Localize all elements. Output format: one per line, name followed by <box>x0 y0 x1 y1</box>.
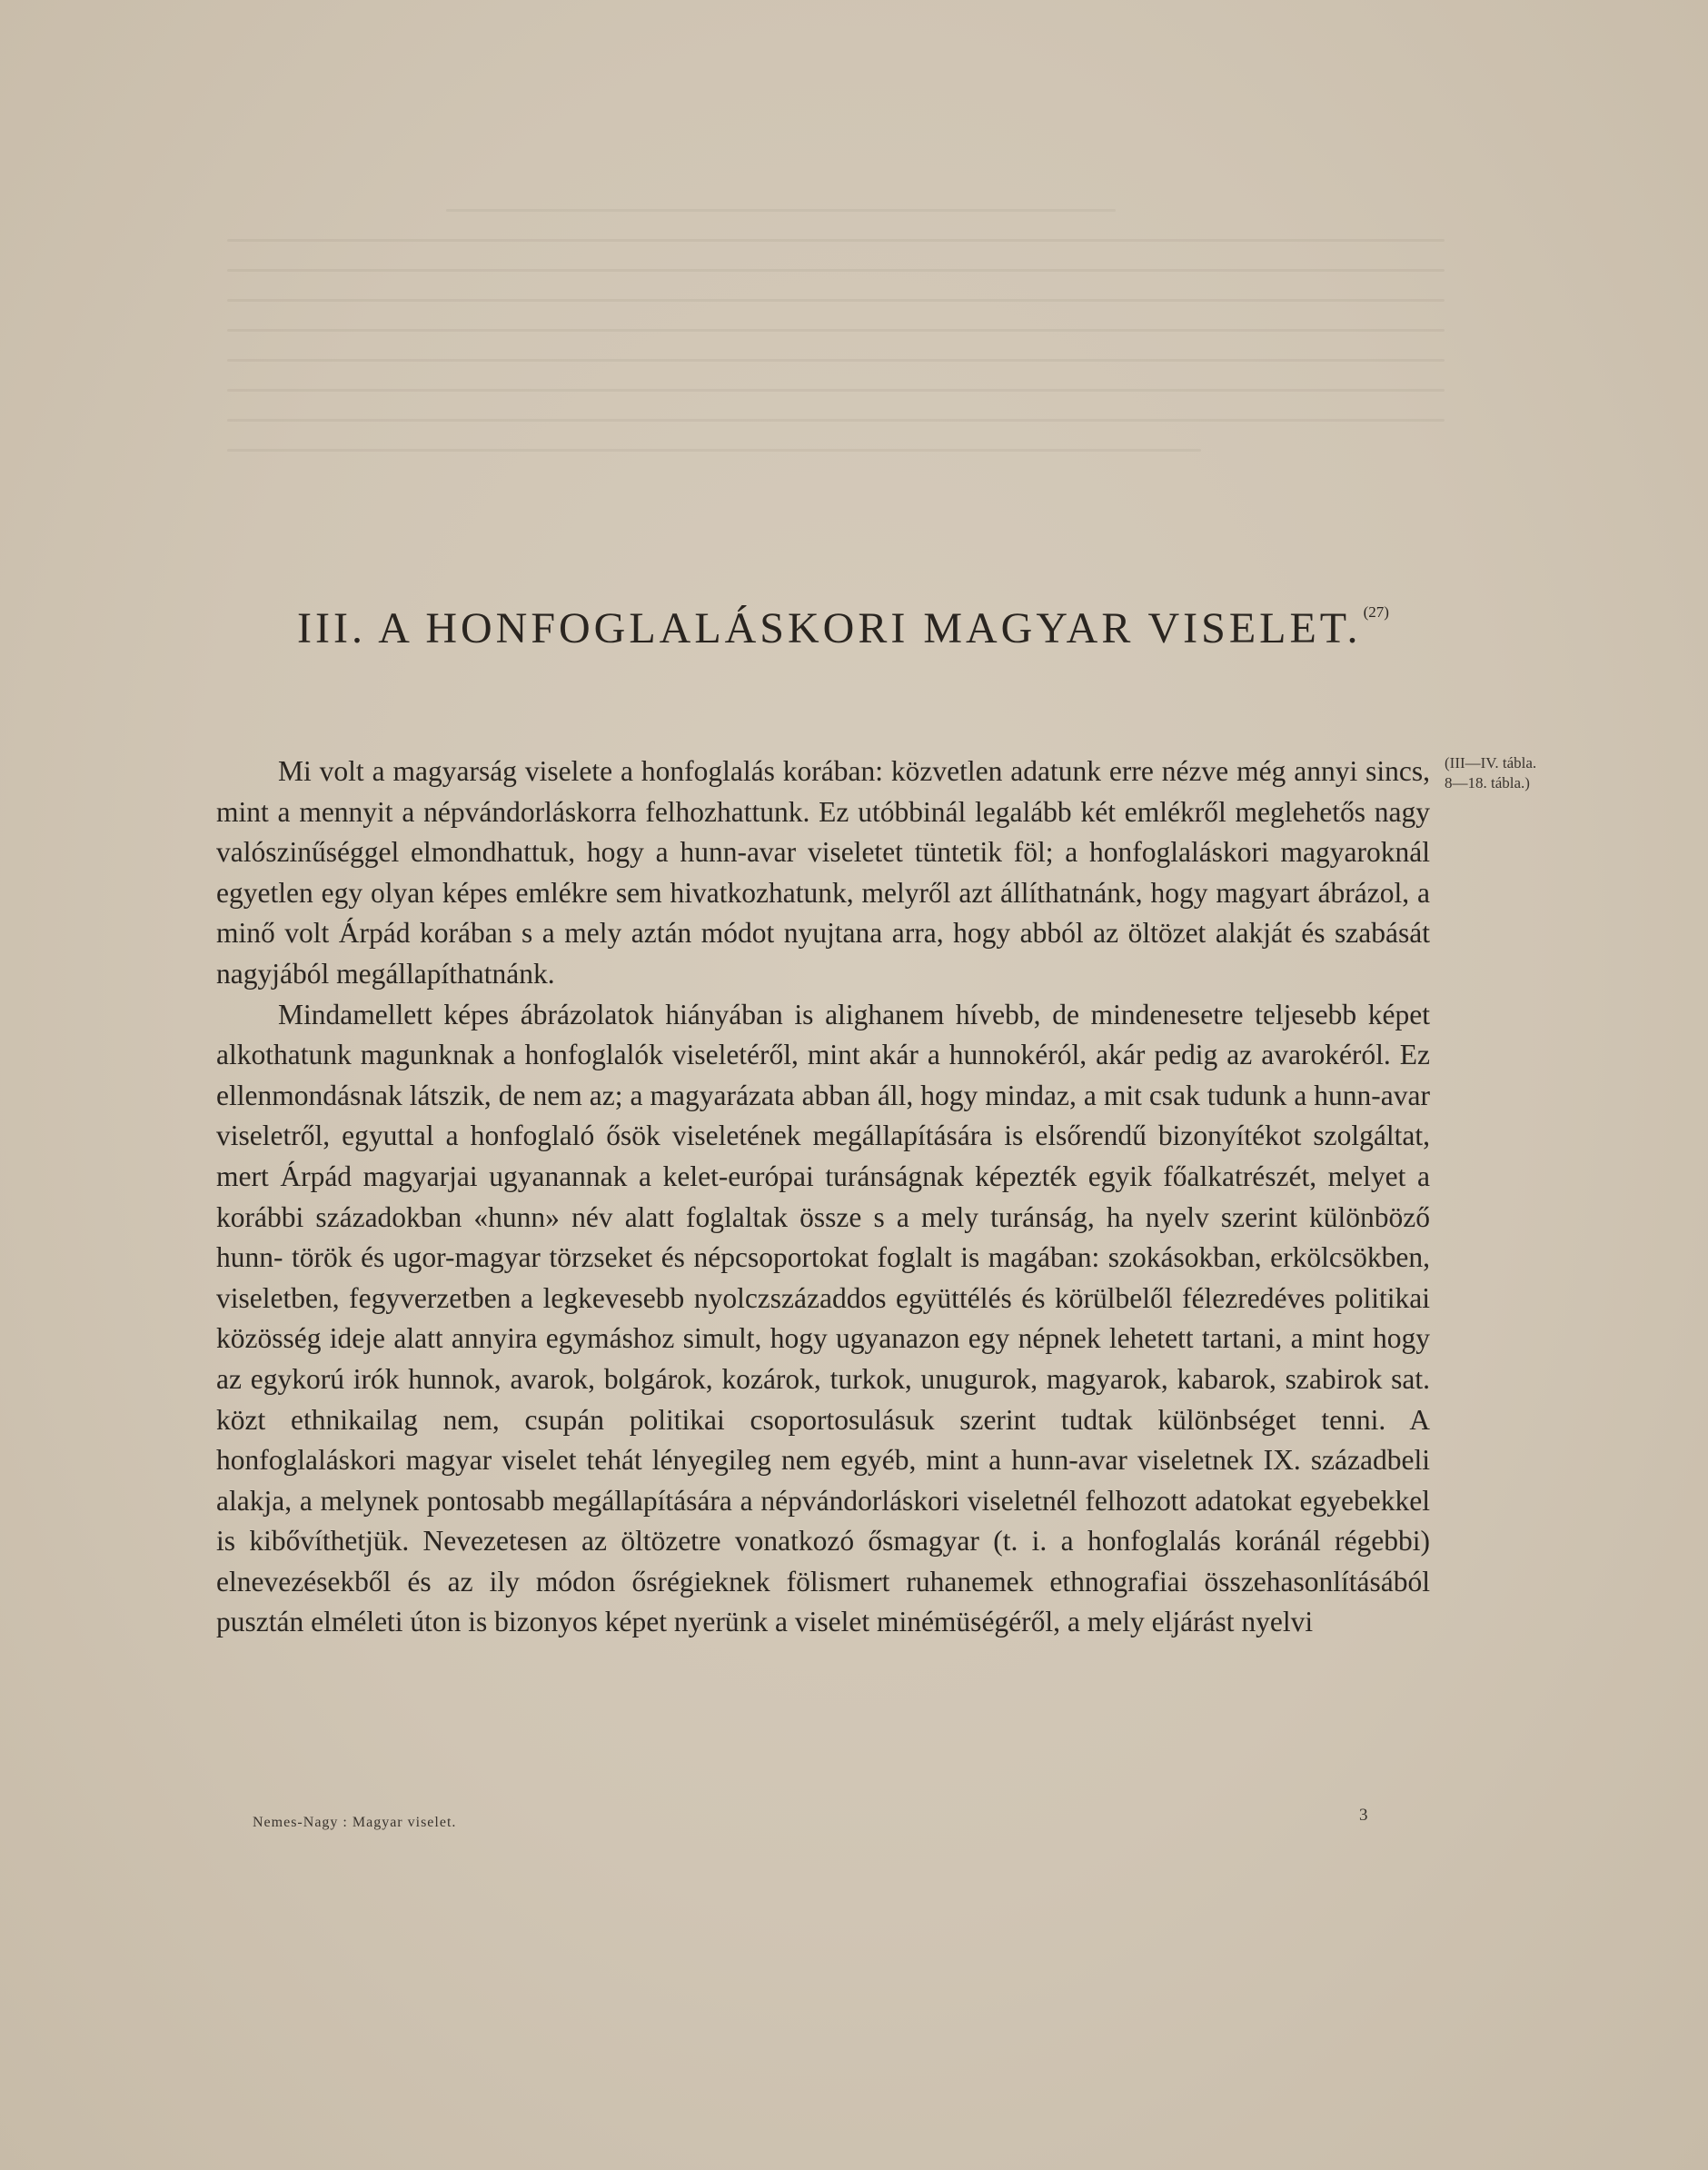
body-text <box>216 752 1430 1643</box>
margin-note-line: (III—IV. tábla. <box>1445 754 1537 771</box>
chapter-title-text: III. A HONFOGLALÁSKORI MAGYAR VISELET. <box>297 604 1362 652</box>
margin-note-line: 8—18. tábla.) <box>1445 774 1530 791</box>
paragraph: Mindamellett képes ábrázolatok hiányában is alighanem hívebb, de mindenesetre teljesebb képet alkothatunk magunknak a honfoglalók viseletéről, mint akár a hunnokéról, akár pedig az avarokéról. Ez ellenmondásnak látszik, de nem az; a magyarázata abban áll, hogy mindaz, a mit csak tudunk a hunn-avar viseletről, egyuttal a honfoglaló ősök viseletének megállapítására is elsőrendű bizonyítékot szolgáltat, mert Árpád magyarjai ugyanannak a kelet-európai turánságnak képezték egyik főalkatrészét, melyet a korábbi századokban «hunn» név alatt foglaltak össze s a mely turánság, ha nyelv szerint különböző hunn- török és ugor-magyar törzseket és népcsoportokat foglalt is magában: szokásokban, erkölcsökben, viseletben, fegyverzetben a legkevesebb nyolczszázaddos együttélés és körülbelől félezredéves politikai közösség ideje alatt annyira egymáshoz simult, hogy ugyanazon egy népnek lehetett tartani, a mint hogy az egykorú irók hunnok, avarok, bolgárok, kozárok, turkok, unugurok, magyarok, kabarok, szabirok sat. közt ethnikailag nem, csupán politikai csoportosulásuk szerint tudtak különbséget tenni. A honfoglaláskori magyar viselet tehát lényegileg nem egyéb, mint a hunn-avar viseletnek IX. századbeli alakja, a melynek pontosabb megállapítására a népvándorláskori viseletnél felhozott adatokat egyebekkel is kibővíthetjük. Nevezetesen az öltözetre vonatkozó ősmagyar (t. i. a honfoglalás koránál régebbi) elnevezésekből és az ily módon ősrégieknek fölismert ruhanemek ethnografiai összehasonlításából pusztán elméleti úton is bizonyos képet nyerünk a viselet minémüségéről, a mely eljárást nyelvi <box>216 998 1430 1638</box>
show-through-text <box>227 209 1445 554</box>
signature-mark: 3 <box>1359 1806 1368 1825</box>
footnote-reference: (27) <box>1363 603 1389 621</box>
chapter-title <box>297 603 1478 653</box>
margin-note-plate-reference <box>1445 753 1581 793</box>
paragraph: Mi volt a magyarság viselete a honfoglalás korában: közvetlen adatunk erre nézve még annyi sincs, mint a mennyit a népvándorláskorra felhozhattunk. Ez utóbbinál legalább két emlékről meglehetős nagy valószinűséggel elmondhattuk, hogy a hunn-avar viseletet tüntetik föl; a honfoglaláskori magyaroknál egyetlen egy olyan képes emlékre sem hivatkozhatunk, melyről azt állíthatnánk, hogy magyart ábrázol, a minő volt Árpád korában s a mely aztán módot nyujtana arra, hogy abból az öltözet alakját és szabását nagyjából megállapíthatnánk. <box>216 755 1430 990</box>
footer-credit: Nemes-Nagy : Magyar viselet. <box>253 1815 457 1830</box>
